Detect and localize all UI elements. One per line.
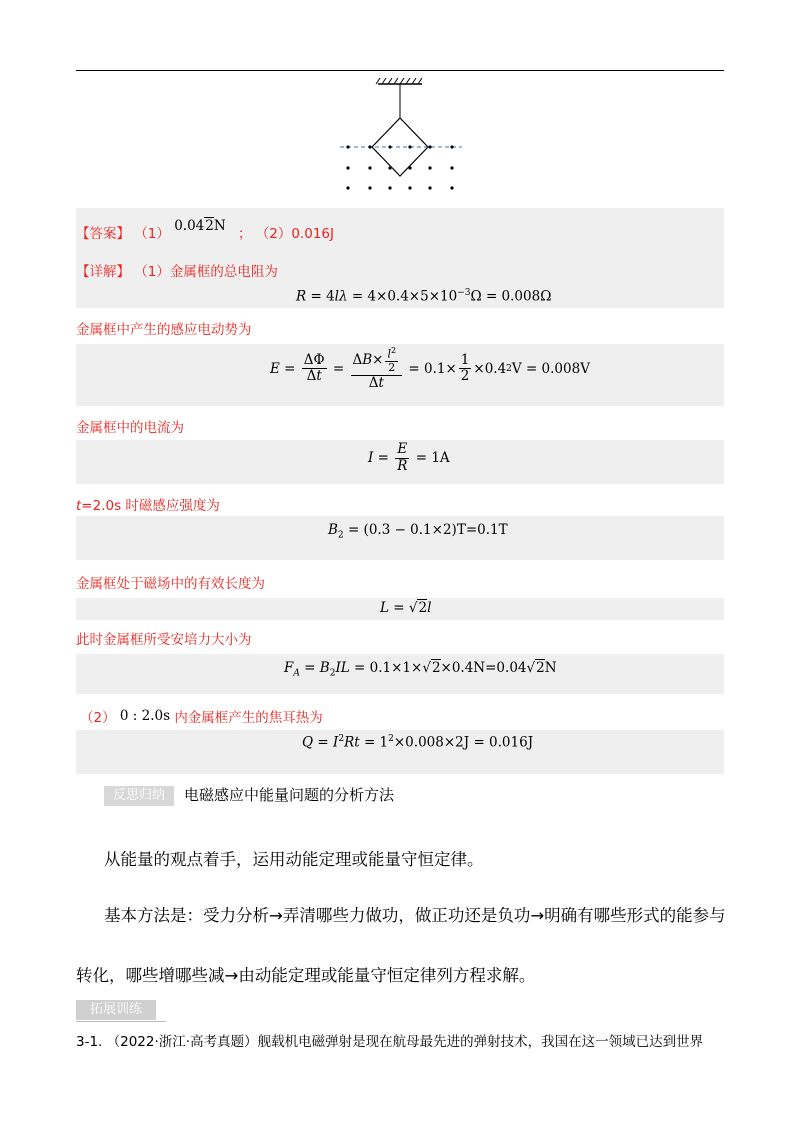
extension-tag: 拓展训练 xyxy=(76,1000,156,1020)
current-label: 金属框中的电流为 xyxy=(76,420,184,436)
answer-label: 【答案】 xyxy=(76,226,130,242)
emf-label: 金属框中产生的感应电动势为 xyxy=(76,322,252,338)
eq-length: L = √2l xyxy=(380,600,432,616)
answer-value1: 0.042N xyxy=(174,218,226,234)
eq-current: I = $\frac{E}{R}$ = 1A xyxy=(368,441,450,474)
answer-value2: 0.016J xyxy=(291,226,334,242)
field-label xyxy=(76,494,220,514)
force-label: 此时金属框所受安培力大小为 xyxy=(76,632,252,648)
reflection-title: 电磁感应中能量问题的分析方法 xyxy=(184,786,395,804)
answer-part1-label: （1） xyxy=(134,226,170,242)
extension-tag-underline xyxy=(76,1021,166,1022)
ceiling-hatch xyxy=(376,78,422,84)
reflection-para3: 转化，哪些增哪些减→由动能定理或能量守恒定律列方程求解。 xyxy=(76,966,536,985)
extension-question: 3-1. （2022·浙江·高考真题）舰载机电磁弹射是现在航母最先进的弹射技术，我国在这一领域已达到世界 xyxy=(76,1034,704,1050)
eq-heat: $Q = I^2Rt = 1^2\times 0.008\times 2J = 0.016J$ xyxy=(302,734,534,751)
answer-line xyxy=(76,218,334,242)
heat-label xyxy=(80,706,323,726)
eq-resistance: $R = 4l\lambda = 4\times 0.4\times 5\times 10^{-3}\Omega = 0.008\Omega$ xyxy=(296,288,552,305)
reflection-para1: 从能量的观点着手，运用动能定理或能量守恒定律。 xyxy=(104,850,484,869)
reflection-tag: 反思归纳 xyxy=(104,786,174,806)
field-label-rest: =2.0s 时磁感应强度为 xyxy=(81,498,220,514)
field-dots xyxy=(346,145,453,189)
diagram-figure xyxy=(330,78,470,196)
eq-emf: E = $\frac{\Delta\Phi}{\Delta t}$ = ΔB× $\frac{l^2}{2}$ Δt = 0.1× $\frac{1}{2}$ ×0.4 2 V = 0.008V xyxy=(270,346,590,391)
answer-sep: ； xyxy=(237,226,252,242)
header-rule xyxy=(76,70,724,71)
reflection-para2: 基本方法是：受力分析→弄清哪些力做功，做正功还是负功→明确有哪些形式的能参与 xyxy=(104,906,726,925)
detail-line xyxy=(76,260,278,280)
answer-part2-label: （2） xyxy=(255,226,292,242)
length-label: 金属框处于磁场中的有效长度为 xyxy=(76,576,265,592)
detail-intro: （1）金属框的总电阻为 xyxy=(134,264,278,280)
detail-label: 【详解】 xyxy=(76,264,130,280)
heat-label-pre: （2） xyxy=(80,710,116,726)
heat-label-post: 内金属框产生的焦耳热为 xyxy=(174,710,323,726)
field-label-t: t xyxy=(76,498,82,514)
eq-force: $F_A = B_2IL = 0.1\times 1\times√2\times 0.4N=0.04√2N$ xyxy=(284,660,557,679)
eq-field: $B_2 = (0.3 - 0.1\times 2)T=0.1T$ xyxy=(328,522,508,541)
heat-label-range: 0 : 2.0s xyxy=(119,708,171,724)
